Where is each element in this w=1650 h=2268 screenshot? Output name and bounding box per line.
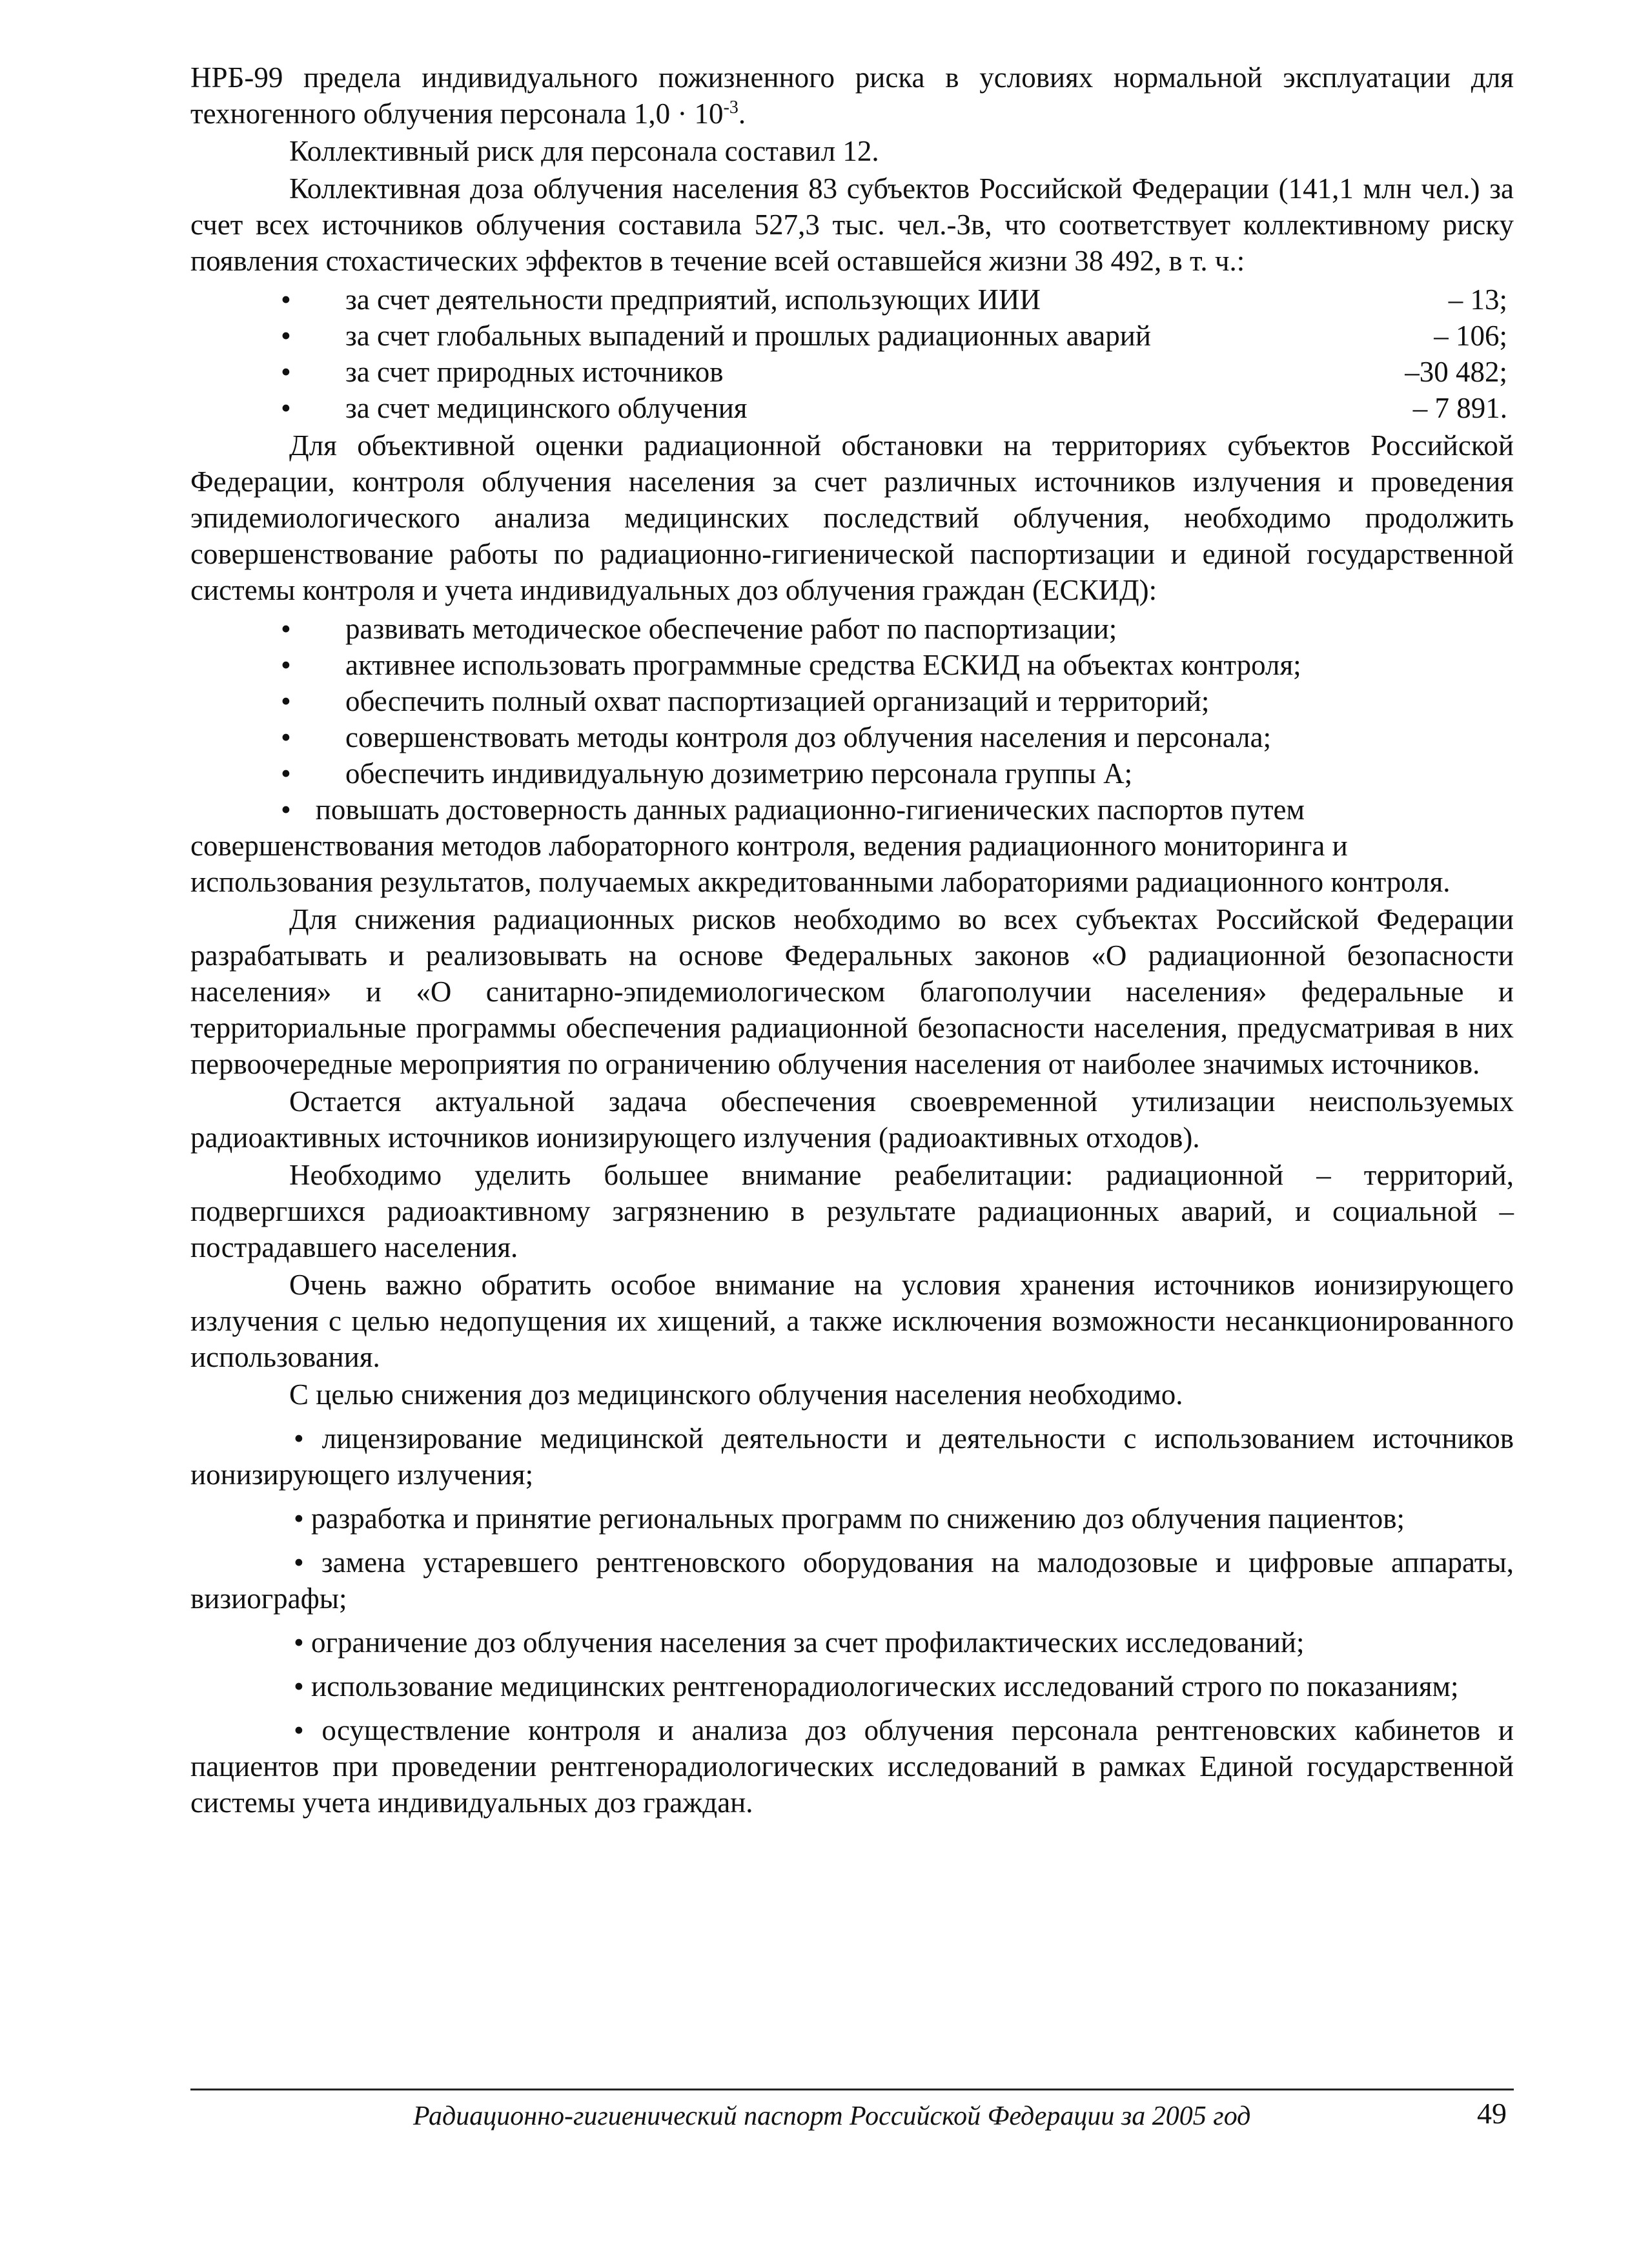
list-item: • осуществление контроля и анализа доз облучения персонала рентгеновских кабинетов и пациентов при проведении рентгенорадиологических исследований в рамках Единой государственной системы учета индивидуальных доз граждан.	[190, 1714, 1514, 1819]
list-item: • использование медицинских рентгенорадиологических исследований строго по показаниям;	[294, 1670, 1459, 1702]
list-item	[281, 354, 1514, 390]
list-item: • обеспечить полный охват паспортизацией организаций и территорий;	[281, 683, 1514, 719]
page-number: 49	[1477, 2097, 1507, 2130]
list-item: • лицензирование медицинской деятельности и деятельности с использованием источников ионизирующего излучения;	[190, 1422, 1514, 1491]
list-item: • активнее использовать программные средства ЕСКИД на объектах контроля;	[281, 647, 1514, 683]
bullet-icon: •	[281, 793, 291, 826]
list-item	[281, 318, 1514, 354]
paragraph-nrb	[190, 59, 1514, 132]
list-item	[190, 792, 1514, 900]
list-item: • замена устаревшего рентгеновского оборудования на малодозовые и цифровые аппараты, визиографы;	[190, 1546, 1514, 1615]
risk-breakdown-list	[190, 281, 1514, 426]
footer-title: Радиационно-гигиенический паспорт Российской Федерации за 2005 год	[413, 2101, 1251, 2131]
risk-value: – 7 891.	[1412, 392, 1507, 424]
list-item: • разработка и принятие региональных программ по снижению доз облучения пациентов;	[294, 1502, 1405, 1535]
text-period: .	[738, 97, 746, 130]
paragraph-rehabilitation: Необходимо уделить большее внимание реабелитации: радиационной – территорий, подвергшихся радиоактивному загрязнению в результате радиационных аварий, и социальной – пострадавшего населения.	[190, 1159, 1514, 1263]
medical-measures-list	[190, 1420, 1514, 1821]
risk-value: – 106;	[1434, 320, 1507, 352]
risk-label: • за счет медицинского облучения	[345, 392, 748, 424]
paragraph-risk-reduction: Для снижения радиационных рисков необходимо во всех субъектах Российской Федерации разрабатывать и реализовывать на основе Федеральных законов «О радиационной безопасности населения» и «О санитарно-эпидемиологическом благополучии населения» федеральные и территориальные программы обеспечения радиационной безопасности населения, предусматривая в них первоочередные мероприятия по ограничению облучения населения от наиболее значимых источников.	[190, 903, 1514, 1080]
paragraph-source-storage: Очень важно обратить особое внимание на условия хранения источников ионизирующего излучения с целью недопущения их хищений, а также исключения возможности несанкционированного использования.	[190, 1269, 1514, 1373]
list-item: • ограничение доз облучения населения за счет профилактических исследований;	[294, 1626, 1305, 1659]
paragraph-collective-risk: Коллективный риск для персонала составил 12.	[289, 135, 879, 167]
risk-label: • за счет деятельности предприятий, использующих ИИИ	[345, 283, 1041, 316]
risk-label: • за счет природных источников	[345, 356, 724, 388]
list-item	[281, 281, 1514, 318]
risk-value: – 13;	[1448, 283, 1507, 316]
list-item-text: повышать достоверность данных радиационно-гигиенических паспортов путем совершенствования методов лабораторного контроля, ведения радиационного мониторинга и использования результатов, получаемых аккредитованными лабораториями радиационного контроля.	[190, 793, 1451, 898]
list-item: • развивать методическое обеспечение работ по паспортизации;	[281, 611, 1514, 647]
document-body	[190, 59, 1514, 1821]
paragraph-objective-assessment: Для объективной оценки радиационной обстановки на территориях субъектов Российской Федерации, контроля облучения населения за счет различных источников излучения и проведения эпидемиологического анализа медицинских последствий облучения, необходимо продолжить совершенствование работы по радиационно-гигиенической паспортизации и единой государственной системы контроля и учета индивидуальных доз облучения граждан (ЕСКИД):	[190, 429, 1514, 606]
text-nrb: НРБ-99 предела индивидуального пожизненного риска в условиях нормальной эксплуатации для техногенного облучения персонала 1,0 · 10	[190, 61, 1514, 130]
eskid-measures-list	[190, 611, 1514, 900]
list-item: • совершенствовать методы контроля доз облучения населения и персонала;	[281, 719, 1514, 755]
risk-value: –30 482;	[1405, 356, 1507, 388]
footer-divider	[190, 2089, 1514, 2090]
paragraph-collective-dose: Коллективная доза облучения населения 83 субъектов Российской Федерации (141,1 млн чел.) за счет всех источников облучения составила 527,3 тыс. чел.-Зв, что соответствует коллективному риску появления стохастических эффектов в течение всей оставшейся жизни 38 492, в т. ч.:	[190, 172, 1514, 277]
risk-label: • за счет глобальных выпадений и прошлых радиационных аварий	[345, 320, 1151, 352]
list-item: • обеспечить индивидуальную дозиметрию персонала группы А;	[281, 755, 1514, 792]
paragraph-waste-disposal: Остается актуальной задача обеспечения своевременной утилизации неиспользуемых радиоактивных источников ионизирующего излучения (радиоактивных отходов).	[190, 1085, 1514, 1154]
list-item	[281, 390, 1514, 426]
paragraph-medical-intro: С целью снижения доз медицинского облучения населения необходимо.	[289, 1378, 1183, 1411]
exponent: -3	[723, 97, 738, 117]
